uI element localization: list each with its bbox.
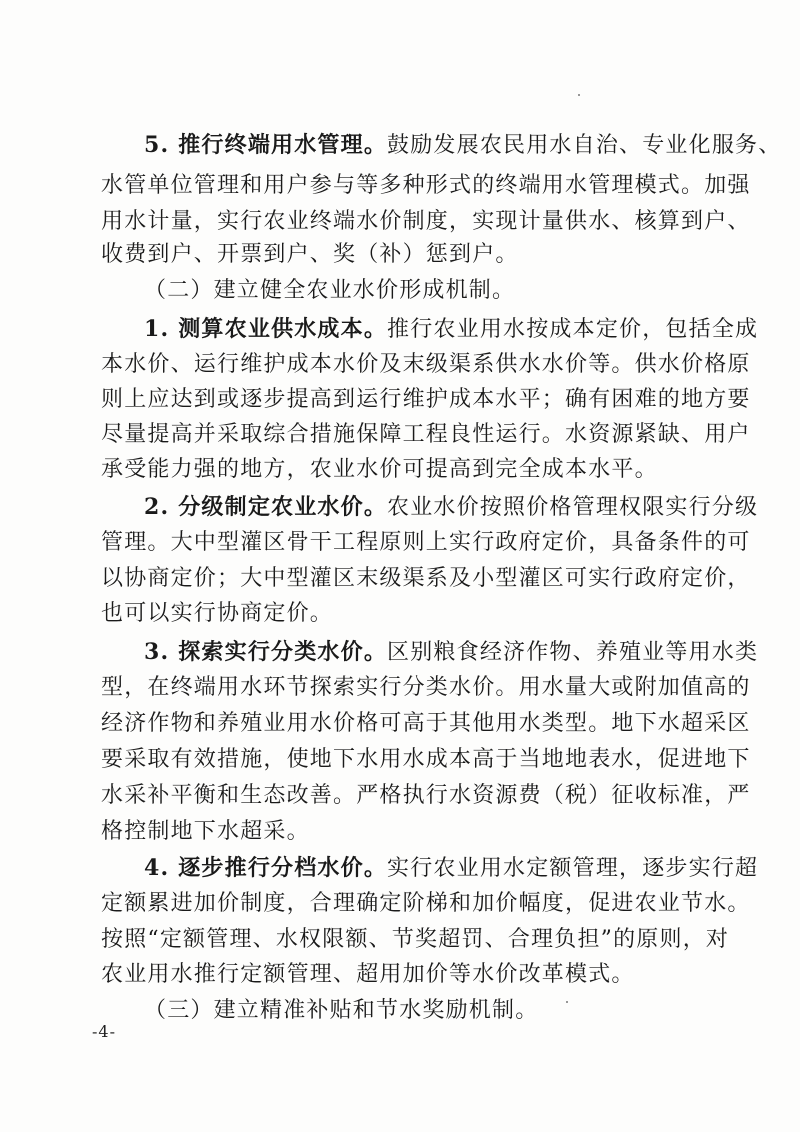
text-line xyxy=(101,817,310,847)
text-line xyxy=(101,599,333,629)
text-line xyxy=(101,420,751,450)
text-line xyxy=(101,889,751,919)
line-text: 也可以实行协商定价。 xyxy=(101,601,334,626)
line-text: 尽量提高并采取综合措施保障工程良性运行。水资源紧缺、用户 xyxy=(101,422,751,447)
line-text: 农业水价按照价格管理权限实行分级 xyxy=(387,495,759,520)
section-heading: 1. 测算农业供水成本。 xyxy=(144,316,388,342)
line-text: 要采取有效措施，使地下水用水成本高于当地地表水，促进地下 xyxy=(101,747,751,772)
page-number: -4- xyxy=(92,1022,116,1041)
text-line xyxy=(101,207,751,237)
line-text: 定额累进加价制度，合理确定阶梯和加价幅度，促进农业节水。 xyxy=(101,891,751,916)
line-text: 水管单位管理和用户参与等多种形式的终端用水管理模式。加强 xyxy=(101,173,751,198)
text-line xyxy=(101,960,635,990)
line-text: 鼓励发展农民用水自治、专业化服务、 xyxy=(387,133,782,158)
line-text: 本水价、运行维护成本水价及末级渠系供水水价等。供水价格原 xyxy=(101,352,751,377)
text-line xyxy=(101,673,751,703)
text-line xyxy=(144,853,758,884)
line-text: 则上应达到或逐步提高到运行维护成本水平；确有困难的地方要 xyxy=(101,387,751,412)
text-line xyxy=(101,709,751,739)
text-line xyxy=(101,385,751,415)
text-line xyxy=(101,240,519,270)
line-text: 型，在终端用水环节探索实行分类水价。用水量大或附加值高的 xyxy=(101,675,751,700)
line-text: 农业用水推行定额管理、超用加价等水价改革模式。 xyxy=(101,962,635,987)
line-text: 以协商定价；大中型灌区末级渠系及小型灌区可实行政府定价， xyxy=(101,566,751,591)
line-text: 实行农业用水定额管理，逐步实行超 xyxy=(387,856,759,881)
text-line xyxy=(101,350,751,380)
line-text: 经济作物和养殖业用水价格可高于其他用水类型。地下水超采区 xyxy=(101,711,751,736)
section-heading: 3. 探索实行分类水价。 xyxy=(144,639,388,665)
text-line xyxy=(101,171,751,201)
section-heading: 2. 分级制定农业水价。 xyxy=(144,494,388,520)
scan-speck xyxy=(578,94,580,96)
section-heading: 4. 逐步推行分档水价。 xyxy=(144,855,388,881)
text-line xyxy=(101,528,751,558)
text-line xyxy=(144,130,781,161)
line-text: 水采补平衡和生态改善。严格执行水资源费（税）征收标准，严 xyxy=(101,783,751,808)
line-text: 承受能力强的地方，农业水价可提高到完全成本水平。 xyxy=(101,457,658,482)
text-line xyxy=(101,455,658,485)
text-line xyxy=(144,637,758,668)
line-text: （三）建立精准补贴和节水奖励机制。 xyxy=(144,998,539,1023)
text-line xyxy=(101,781,751,811)
line-text: 收费到户、开票到户、奖（补）惩到户。 xyxy=(101,242,519,267)
scan-speck xyxy=(566,1001,568,1003)
text-line xyxy=(101,925,729,955)
line-text: 区别粮食经济作物、养殖业等用水类 xyxy=(387,640,759,665)
line-text: 推行农业用水按成本定价，包括全成 xyxy=(387,317,759,342)
text-line xyxy=(144,314,758,345)
text-line xyxy=(144,492,758,523)
line-text: 格控制地下水超采。 xyxy=(101,819,310,844)
line-text: （二）建立健全农业水价形成机制。 xyxy=(144,278,516,303)
subsection-heading xyxy=(144,996,538,1026)
text-line xyxy=(101,745,751,775)
section-heading: 5. 推行终端用水管理。 xyxy=(144,132,388,158)
subsection-heading xyxy=(144,276,515,306)
line-text: 按照“定额管理、水权限额、节奖超罚、合理负担”的原则，对 xyxy=(101,927,730,952)
text-line xyxy=(101,564,751,594)
line-text: 管理。大中型灌区骨干工程原则上实行政府定价，具备条件的可 xyxy=(101,530,751,555)
line-text: 用水计量，实行农业终端水价制度，实现计量供水、核算到户、 xyxy=(101,209,751,234)
